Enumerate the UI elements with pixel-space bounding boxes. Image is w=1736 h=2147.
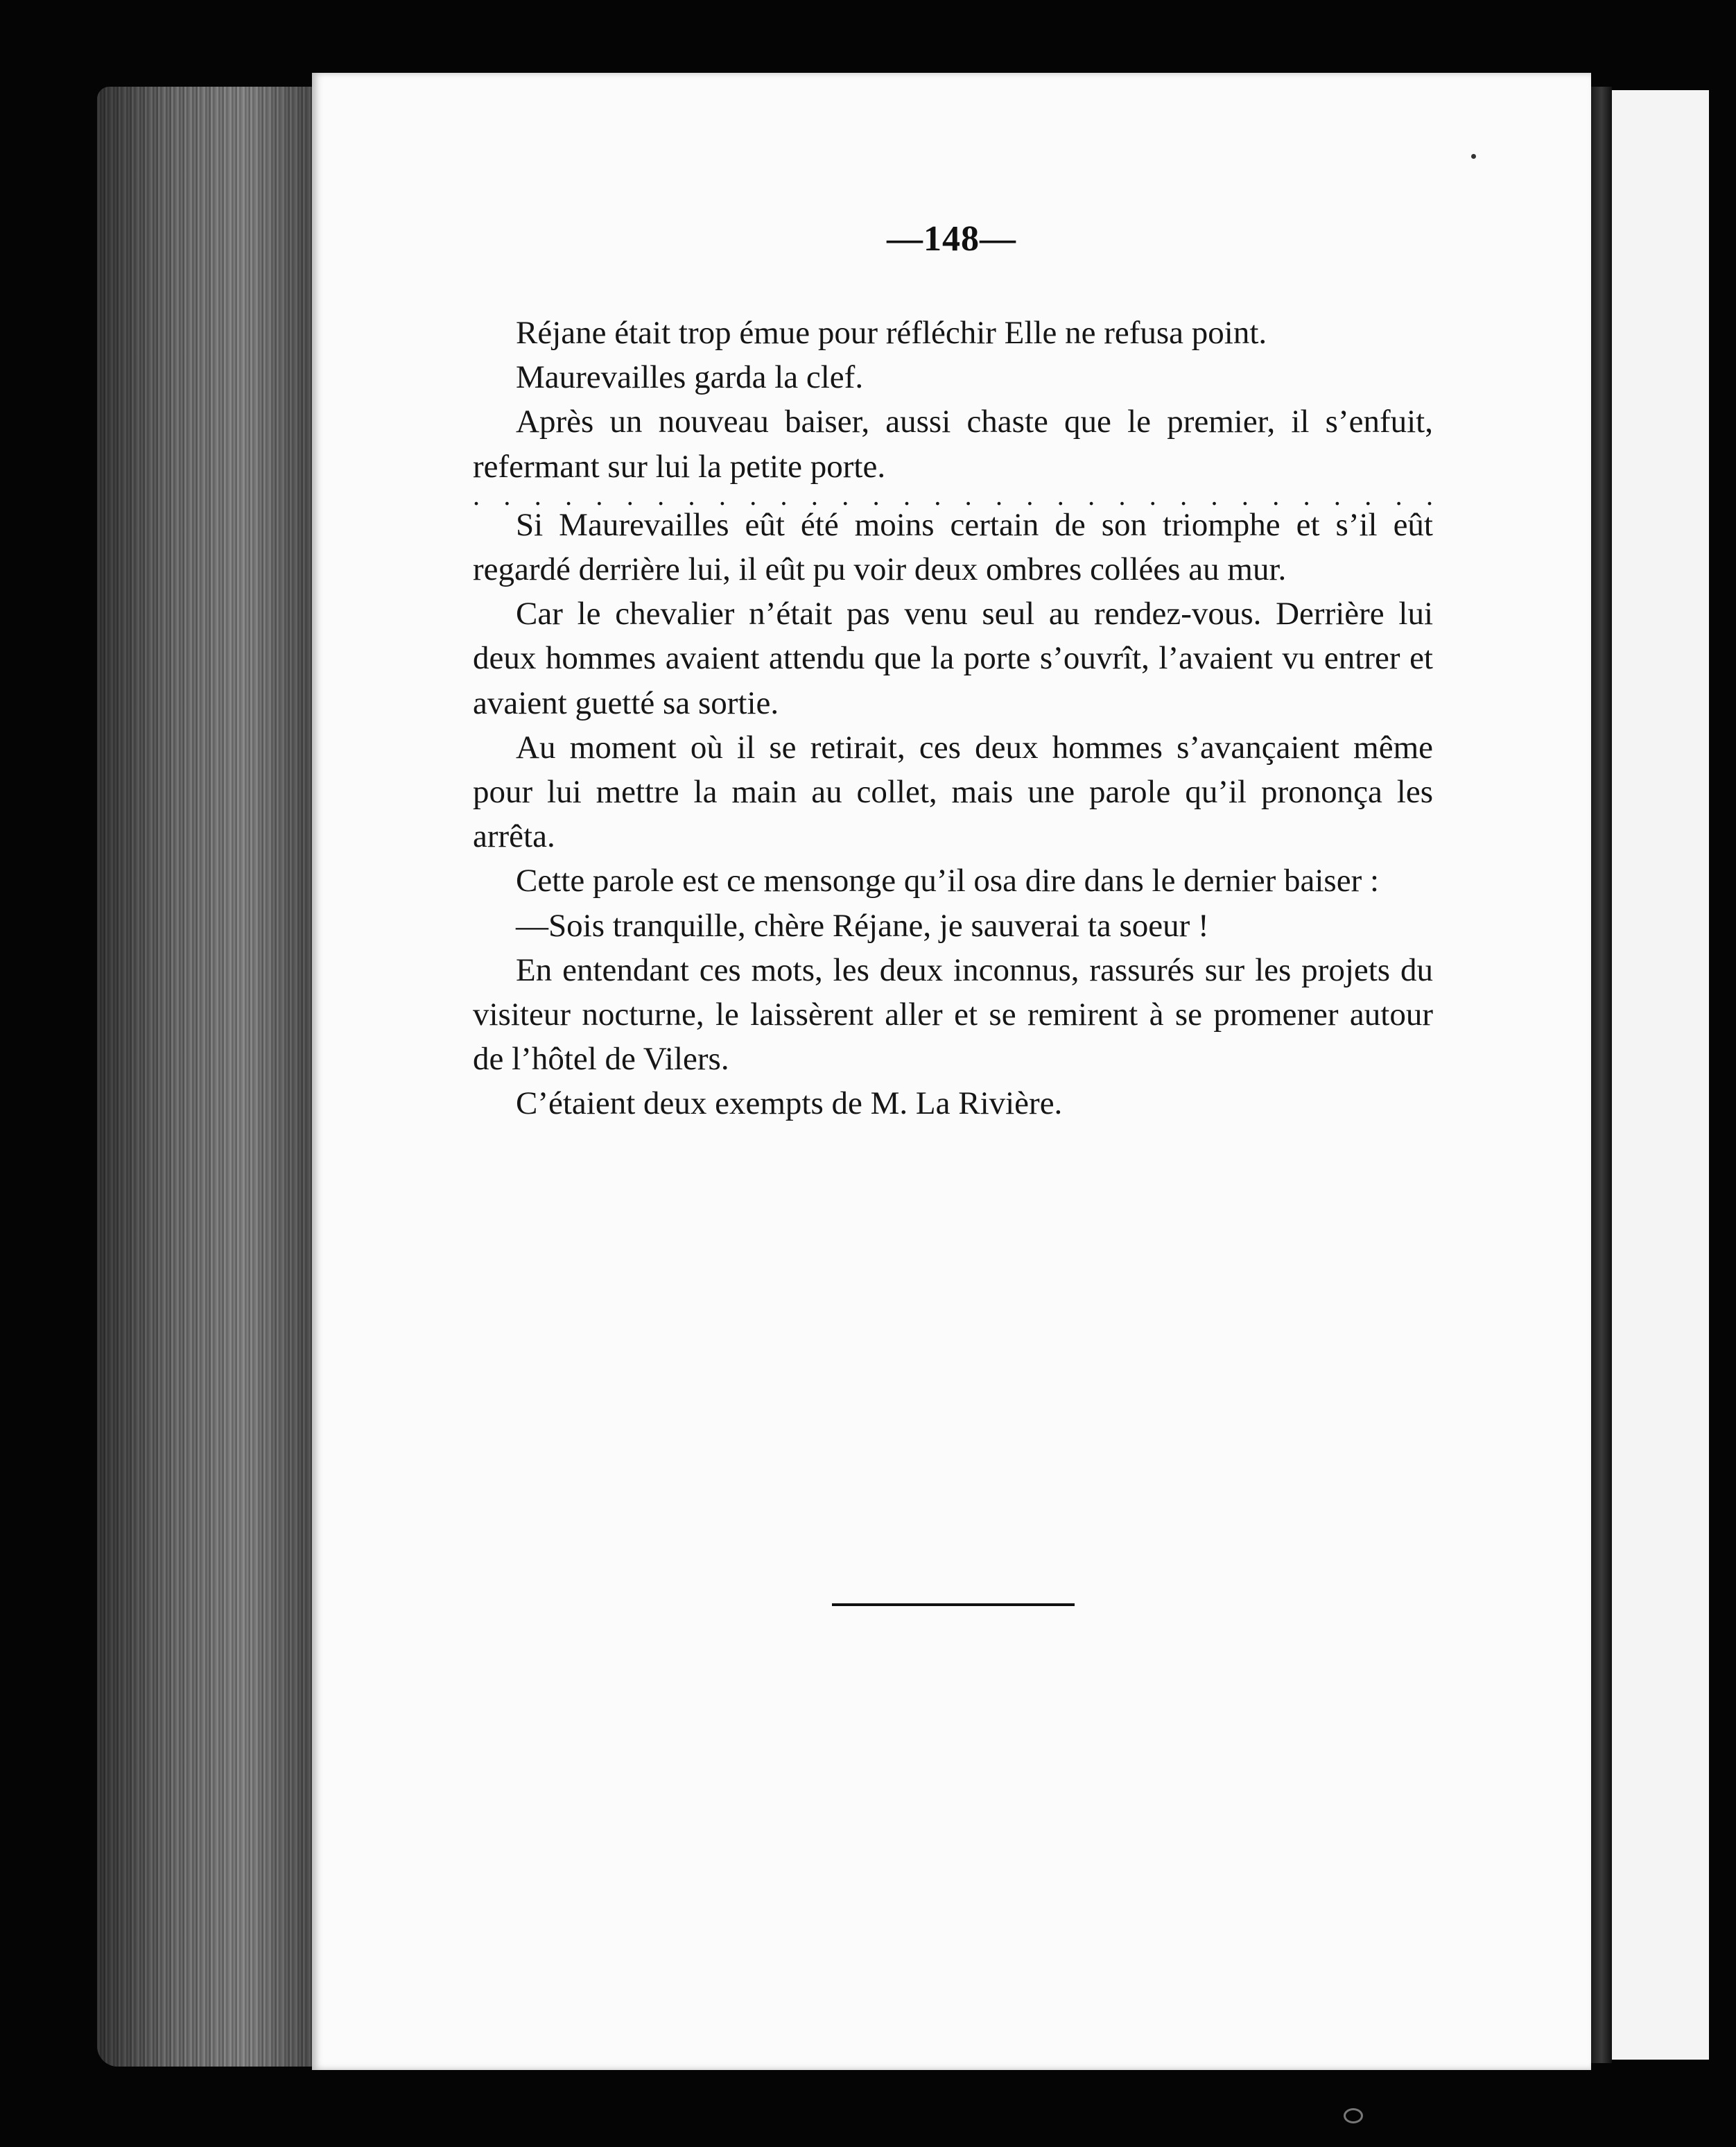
paragraph: Car le chevalier n’était pas venu seul au rendez-vous. Derrière lui deux hommes avaient attendu que la porte s’ouvrît, l’avaient vu entrer et avaient guetté sa sortie.	[473, 596, 1433, 721]
paragraph: —Sois tranquille, chère Réjane, je sauverai ta soeur !	[516, 907, 1209, 944]
book-page-edges	[97, 87, 312, 2067]
paragraph: C’étaient deux exempts de M. La Rivière.	[516, 1085, 1063, 1122]
facing-page	[1612, 90, 1709, 2060]
page-number: —148—	[887, 219, 1016, 259]
dotted-separator: . . . . . . . . . . . . . . . . . . . . . . . . . . . . . . . .	[473, 479, 1433, 511]
end-rule	[832, 1603, 1075, 1606]
paragraph: Au moment où il se retirait, ces deux hommes s’avançaient même pour lui mettre la main au collet, mais une parole qu’il prononça les arrêta.	[473, 729, 1433, 855]
paragraph: En entendant ces mots, les deux inconnus, rassurés sur les projets du visiteur nocturne, le laissèrent aller et se remirent à se promener autour de l’hôtel de Vilers.	[473, 951, 1433, 1078]
dust-speck	[1344, 2108, 1363, 2123]
page-text	[473, 311, 1433, 1126]
paragraph: Après un nouveau baiser, aussi chaste que le premier, il s’enfuit, refermant sur lui la petite porte.	[473, 404, 1433, 485]
paragraph: Réjane était trop émue pour réfléchir Elle ne refusa point.	[516, 315, 1267, 351]
paragraph: Cette parole est ce mensonge qu’il osa dire dans le dernier baiser :	[516, 863, 1380, 899]
paragraph: Maurevailles garda la clef.	[516, 359, 864, 396]
book-gutter	[1591, 87, 1612, 2063]
dust-speck	[1471, 154, 1476, 159]
paragraph: Si Maurevailles eût été moins certain de son triomphe et s’il eût regardé derrière lui, il eût pu voir deux ombres collées au mur.	[473, 506, 1433, 588]
